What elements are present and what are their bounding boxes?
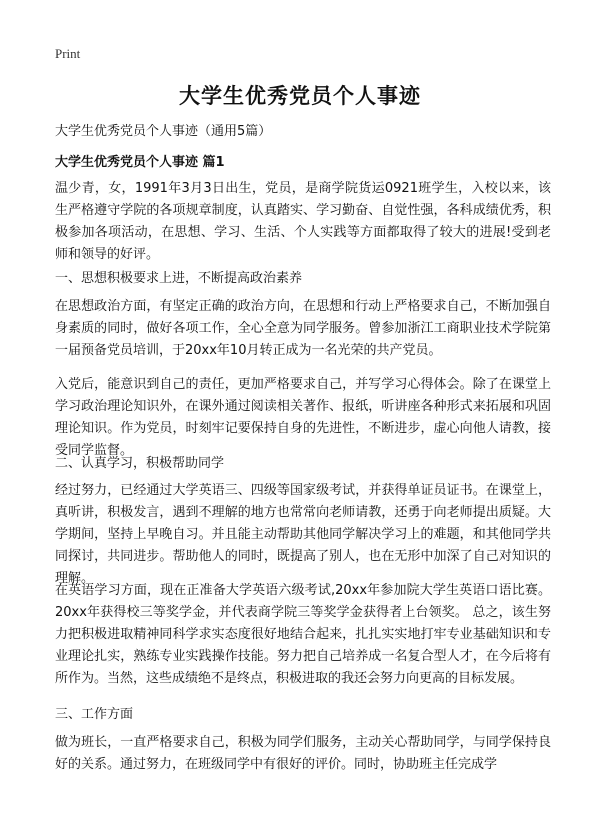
subtitle: 大学生优秀党员个人事迹（通用5篇） — [55, 124, 272, 139]
paragraph-study: 经过努力，已经通过大学英语三、四级等国家级考试，并获得单证员证书。在课堂上，真听讲，积极发言，遇到不理解的地方也常常向老师请教，还勇于向老师提出质疑。大学期间，坚持上早晚自习。并且能主动帮助其他同学解决学习上的难题，和其他同学共同探讨，共同进步。帮助他人的同时，既提高了别人，也在无形中加深了自己对知识的理解。 — [55, 483, 551, 586]
paragraph-english: 在英语学习方面，现在正准备大学英语六级考试,20xx年参加院大学生英语口语比赛。20xx年获得校三等奖学金，并代表商学院三等奖学金获得者上台领奖。 总之，该生努力把积极进取精神同科学求实态度很好地结合起来，扎扎实实地打牢专业基础知识和专业理论扎实，熟练专业实践操作技能。努力把自己培养成一名复合型人才，在今后将有所作为。当然，这些成绩绝不是终点，积极进取的我还会努力向更高的目标发展。 — [55, 583, 551, 686]
heading-ideology: 一、思想积极要求上进，不断提高政治素养 — [55, 271, 303, 286]
heading-study: 二、认真学习，积极帮助同学 — [55, 456, 225, 471]
paragraph-party-join: 入党后，能意识到自己的责任，更加严格要求自己，并写学习心得体会。除了在课堂上学习政治理论知识外，在课外通过阅读相关著作、报纸，听讲座各种形式来拓展和巩固理论知识。作为党员，时刻牢记要保持自身的先进性，不断进步，虚心向他人请教，接受同学监督。 — [55, 377, 551, 458]
print-label[interactable]: Print — [55, 46, 81, 61]
heading-work: 三、工作方面 — [55, 707, 134, 722]
paragraph-ideology: 在思想政治方面，有坚定正确的政治方向，在思想和行动上严格要求自己，不断加强自身素质的同时，做好各项工作，全心全意为同学服务。曾参加浙江工商职业技术学院第一届预备党员培训，于20xx年10月转正成为一名光荣的共产党员。 — [55, 299, 551, 358]
paragraph-intro: 温少青，女，1991年3月3日出生，党员，是商学院货运0921班学生，入校以来，该生严格遵守学院的各项规章制度，认真踏实、学习勤奋、自觉性强，各科成绩优秀，积极参加各项活动，在思想、学习、生活、个人实践等方面都取得了较大的进展!受到老师和领导的好评。 — [55, 181, 551, 262]
page-title: 大学生优秀党员个人事迹 — [179, 84, 421, 108]
section-title: 大学生优秀党员个人事迹 篇1 — [55, 155, 225, 170]
paragraph-work: 做为班长，一直严格要求自己，积极为同学们服务，主动关心帮助同学，与同学保持良好的关系。通过努力，在班级同学中有很好的评价。同时，协助班主任完成学 — [55, 735, 551, 772]
